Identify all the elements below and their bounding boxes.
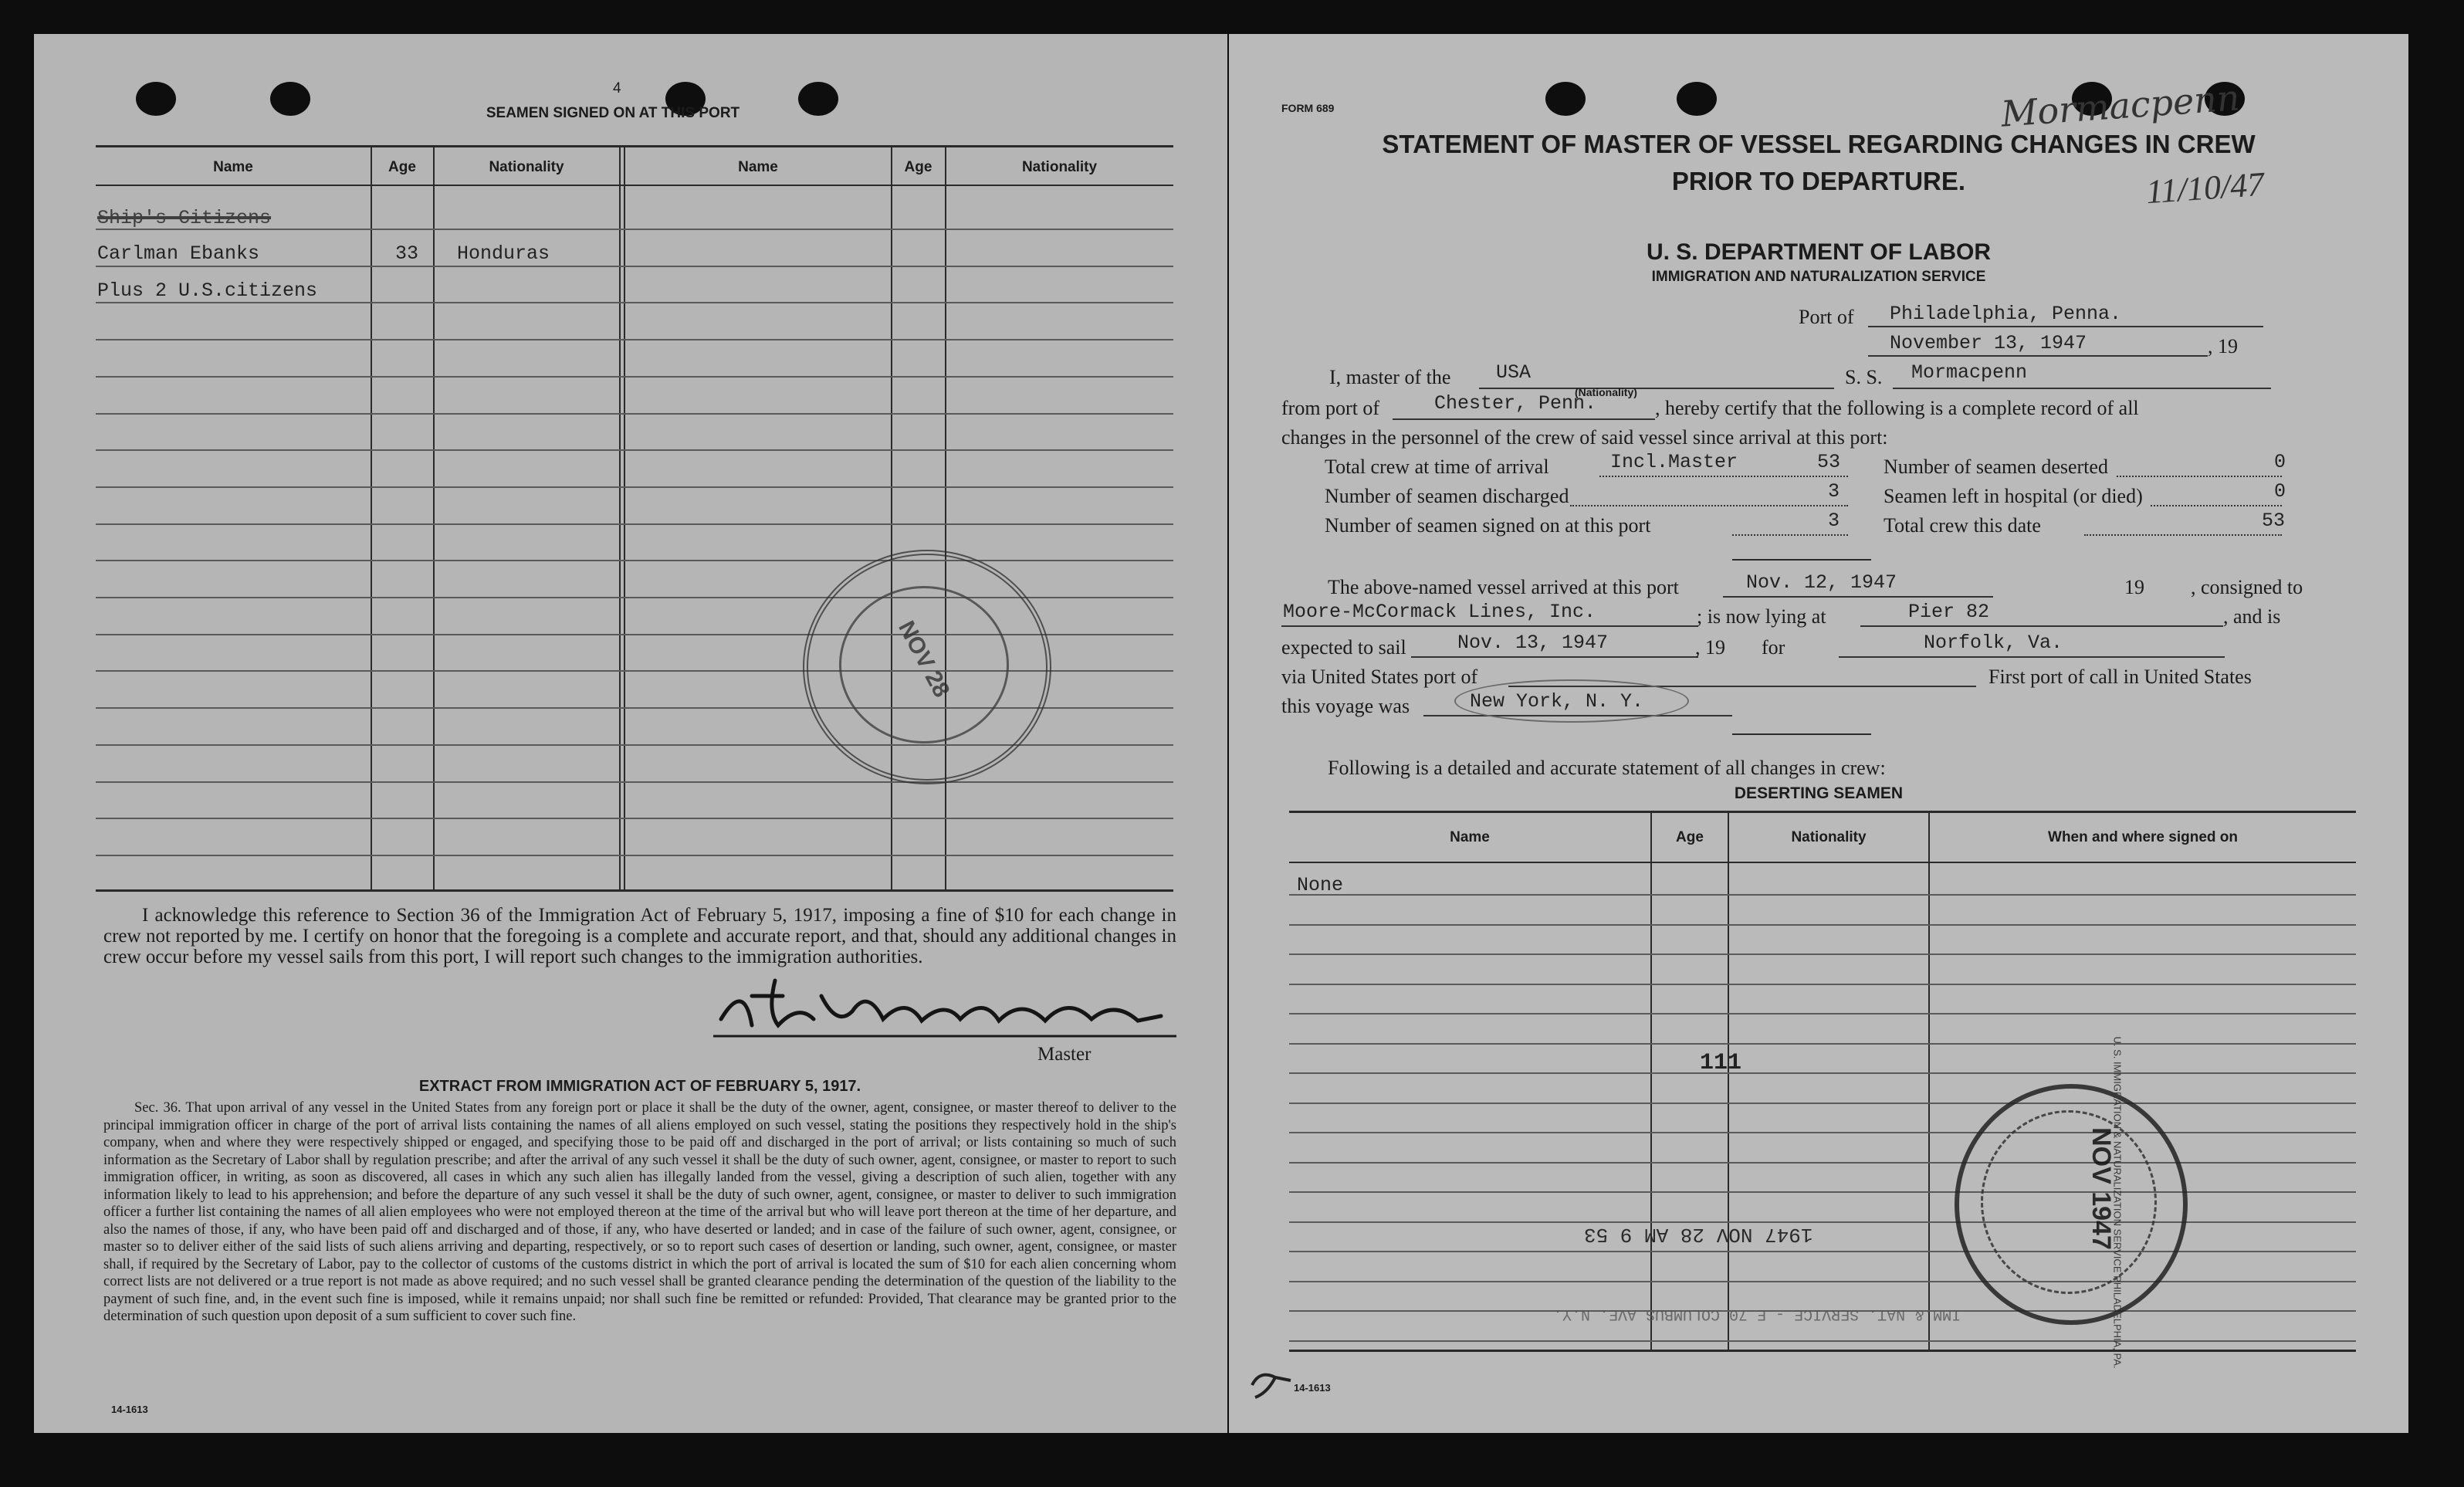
following-label: Following is a detailed and accurate statement of all changes in crew:	[1328, 757, 1886, 779]
port-label: Port of	[1799, 306, 1854, 328]
row-rule	[96, 855, 1173, 856]
table-bottom-rule	[1289, 1350, 2356, 1352]
lying-label: ; is now lying at	[1697, 605, 1826, 628]
right-page	[1229, 34, 2408, 1433]
row-rule	[1289, 1072, 2356, 1074]
row-rule	[1289, 894, 2356, 896]
total-today-label: Total crew this date	[1884, 514, 2041, 537]
col-header-age: Age	[388, 159, 416, 175]
table-row-name: Plus 2 U.S.citizens	[97, 279, 318, 302]
col-rule	[433, 145, 435, 891]
row-rule	[96, 560, 1173, 561]
table-top-rule	[96, 145, 1173, 147]
date-value: November 13, 1947	[1890, 332, 2087, 354]
certify-text: , hereby certify that the following is a complete record of all	[1655, 397, 2139, 419]
dotted-leader	[2151, 505, 2282, 506]
master-of-label: I, master of the	[1329, 366, 1451, 388]
row-rule	[1289, 1043, 2356, 1045]
row-rule	[1289, 1162, 2356, 1164]
form-number: FORM 689	[1281, 102, 1335, 114]
from-port-line	[1393, 418, 1655, 420]
row-rule	[96, 413, 1173, 415]
col-rule	[624, 145, 625, 891]
nationality-value: USA	[1496, 361, 1532, 384]
row-rule	[96, 523, 1173, 525]
lying-line	[1860, 625, 2223, 627]
row-rule	[1289, 1281, 2356, 1282]
for-line	[1839, 656, 2225, 658]
col-rule	[619, 145, 621, 891]
master-label: Master	[1037, 1044, 1092, 1065]
arrived-year: 19	[2124, 576, 2144, 598]
row-rule	[96, 486, 1173, 488]
port-value: Philadelphia, Penna.	[1890, 303, 2122, 325]
row-rule	[1289, 1132, 2356, 1133]
right-form-code: 14-1613	[1294, 1382, 1331, 1394]
row-rule	[1289, 954, 2356, 955]
deserting-title: DESERTING SEAMEN	[1734, 784, 1904, 802]
total-today-value: 53	[2262, 510, 2286, 532]
first-port-label: First port of call in United States	[1988, 666, 2252, 688]
round-stamp-office: U. S. IMMIGRATION & NATURALIZATION SERVICE PHILADELPHIA, PA.	[2111, 1036, 2124, 1369]
col-rule	[1728, 812, 1729, 1351]
col-header-nationality-2: Nationality	[1021, 159, 1098, 175]
extract-text: Sec. 36. That upon arrival of any vessel in the United States from any foreign port or place it shall be the duty of the owner, agent, consignee, or master thereof to deliver to the principal immigration officer in charge of the port of arrival lists containing the names of all aliens employed on such vessel, stating the positions they respectively hold in the ship's company, when and where they were respectively shipped or engaged, and specifying those to be paid off and discharged in the port of arrival; or lists containing so much of such information as the Secretary of Labor shall by regulation prescribe; and after the arrival of any such vessel it shall be the duty of such owner, agent, consignee, or master to report to such immigration officer, in writing, as soon as discovered, all cases in which any such alien has illegally landed from the vessel, giving a description of such alien, together with any information likely to lead to his apprehension; and before the departure of any such vessel it shall be the duty of such owner, agent, consignee, or master to deliver to such immigration officer a further list containing the names of all alien employees who were not employed thereon at the time of the arrival but who will leave port thereon at the time of her departure, and also the names of those, if any, who have been paid off and discharged and of those, if any, who have deserted or landed; and in case of the failure of such owner, agent, consignee, or master so to deliver either of the said lists of such aliens arriving and departing, respectively, or so to report such cases of desertion or landing, such owner, agent, consignee, or master shall, if required by the Secretary of Labor, pay to the collector of customs of the customs district in which the port of arrival is located the sum of $10 for each alien concerning whom correct lists are not delivered or a true report is not made as above required; and no such vessel shall be granted clearance pending the determination of the question of the liability to the payment of such fine, and, in the event such fine is imposed, while it remains unpaid; nor shall such fine be remitted or refunded: Provided, That clearance may be granted prior to the determination of such question upon deposit of a sum sufficient to cover such fine.	[103, 1100, 1176, 1324]
first-port-value: New York, N. Y.	[1470, 690, 1644, 713]
this-voyage-label: this voyage was	[1281, 695, 1410, 717]
ss-label: S. S.	[1845, 366, 1883, 388]
col-rule	[1650, 812, 1652, 1351]
year-prefix: , 19	[2208, 335, 2238, 357]
row-rule	[1289, 1251, 2356, 1252]
nationality-label: (Nationality)	[1575, 386, 1637, 398]
consignee-value: Moore-McCormack Lines, Inc.	[1283, 601, 1596, 623]
deserted-label: Number of seamen deserted	[1884, 456, 2108, 478]
punch-hole	[270, 82, 310, 116]
date-line	[1868, 355, 2208, 357]
table-row-age: 33	[395, 242, 419, 265]
table-row-nationality: Honduras	[457, 242, 550, 265]
handwritten-date: 11/10/47	[2144, 164, 2266, 212]
signed-on-value: 3	[1828, 510, 1840, 532]
col-header-age-2: Age	[904, 159, 932, 175]
expected-year: , 19	[1695, 636, 1725, 659]
row-rule	[96, 339, 1173, 340]
lying-value: Pier 82	[1908, 601, 1990, 623]
via-label: via United States port of	[1281, 666, 1478, 688]
expected-value: Nov. 13, 1947	[1457, 632, 1609, 654]
left-title: SEAMEN SIGNED ON AT THIS PORT	[486, 105, 740, 121]
check-mark-icon	[1244, 1362, 1298, 1408]
arrived-label: The above-named vessel arrived at this port	[1328, 576, 1679, 598]
deserting-col-name: Name	[1450, 829, 1490, 845]
col-header-name: Name	[213, 159, 253, 175]
dotted-leader	[1599, 476, 1848, 477]
table-row-name: Ship's Citizens	[97, 207, 272, 229]
row-rule	[1289, 1340, 2356, 1342]
handwritten-vessel: Mormacpenn	[1999, 76, 2242, 135]
short-rule	[1732, 559, 1871, 561]
from-port-value: Chester, Penn.	[1434, 392, 1597, 415]
arrived-value: Nov. 12, 1947	[1746, 571, 1897, 594]
row-rule	[96, 781, 1173, 783]
dotted-leader	[1570, 505, 1848, 506]
deserting-col-age: Age	[1676, 829, 1704, 845]
table-row-name: Carlman Ebanks	[97, 242, 260, 265]
dotted-leader	[1732, 534, 1848, 536]
circled-mark	[1454, 679, 1689, 723]
discharged-label: Number of seamen discharged	[1325, 485, 1569, 507]
row-rule	[96, 376, 1173, 378]
from-port-label: from port of	[1281, 397, 1380, 419]
hospital-value: 0	[2274, 480, 2286, 503]
form-title-line2: PRIOR TO DEPARTURE.	[1671, 167, 1966, 195]
vessel-line	[1893, 388, 2271, 389]
expected-label: expected to sail	[1281, 636, 1406, 659]
deserting-col-nationality: Nationality	[1791, 829, 1867, 845]
certify-text-2: changes in the personnel of the crew of said vessel since arrival at this port:	[1281, 426, 1888, 449]
and-is: , and is	[2223, 605, 2281, 628]
col-rule	[1928, 812, 1930, 1351]
port-line	[1868, 326, 2263, 327]
total-arrival-note: Incl.Master	[1610, 451, 1738, 473]
total-arrival-value: 53	[1817, 451, 1841, 473]
round-date-stamp	[1955, 1036, 2188, 1369]
row-rule	[1289, 924, 2356, 926]
discharged-value: 3	[1828, 480, 1840, 503]
row-rule	[1289, 1221, 2356, 1223]
office-stamp: IMM.& NAT. SERVICE - E 70 COLUMBUS AVE. N.Y.	[1553, 1305, 1961, 1323]
col-header-name-2: Name	[738, 159, 778, 175]
short-rule	[1732, 733, 1871, 735]
time-stamp: 1947 NOV 28 AM 9 53	[1584, 1223, 1813, 1246]
row-rule	[96, 266, 1173, 267]
received-stamp: NOV 28	[803, 550, 1051, 784]
punch-hole	[136, 82, 176, 116]
master-signature-graphic	[698, 965, 1192, 1058]
page-number: 4	[613, 80, 621, 97]
row-rule	[96, 449, 1173, 451]
hospital-label: Seamen left in hospital (or died)	[1884, 485, 2143, 507]
total-arrival-label: Total crew at time of arrival	[1325, 456, 1549, 478]
extract-title: EXTRACT FROM IMMIGRATION ACT OF FEBRUARY 5, 1917.	[418, 1078, 861, 1095]
row-rule	[96, 302, 1173, 303]
round-stamp-date: NOV 1947	[2086, 1127, 2116, 1250]
dotted-leader	[2084, 534, 2282, 536]
col-rule	[371, 145, 372, 891]
row-rule	[1289, 1013, 2356, 1014]
arrived-line	[1723, 596, 1993, 598]
table-header-rule	[96, 185, 1173, 186]
row-rule	[1289, 1191, 2356, 1193]
signed-on-label: Number of seamen signed on at this port	[1325, 514, 1651, 537]
for-label: for	[1762, 636, 1785, 659]
vessel-value: Mormacpenn	[1911, 361, 2028, 384]
nationality-line	[1479, 388, 1834, 389]
table-bottom-rule	[96, 889, 1173, 892]
punch-hole	[1545, 82, 1586, 116]
deserting-entry: None	[1297, 874, 1344, 896]
form-title-line1: STATEMENT OF MASTER OF VESSEL REGARDING CHANGES IN CREW	[1382, 130, 2256, 158]
dotted-leader	[2117, 476, 2282, 477]
row-rule	[1289, 1103, 2356, 1104]
acknowledgement-text: I acknowledge this reference to Section 36 of the Immigration Act of February 5, 1917, imposing a fine of $10 for each change in crew not reported by me. I certify on honor that the foregoing is a complete and accurate report, and that, should any additional changes in crew occur before my vessel sails from this port, I will report such changes to the immigration authorities.	[103, 905, 1176, 967]
left-page	[34, 34, 1227, 1433]
page-mark: 111	[1700, 1050, 1742, 1076]
service: IMMIGRATION AND NATURALIZATION SERVICE	[1651, 269, 1986, 285]
for-value: Norfolk, Va.	[1924, 632, 2063, 654]
expected-line	[1411, 656, 1698, 658]
row-rule	[96, 818, 1173, 819]
punch-hole	[1677, 82, 1717, 116]
row-rule	[1289, 984, 2356, 985]
department: U. S. DEPARTMENT OF LABOR	[1646, 239, 1992, 265]
consigned-label: , consigned to	[2191, 576, 2303, 598]
deserted-value: 0	[2274, 451, 2286, 473]
table-header-rule	[1289, 862, 2356, 863]
left-form-code: 14-1613	[111, 1404, 148, 1415]
table-top-rule	[1289, 811, 2356, 813]
col-header-nationality: Nationality	[489, 159, 564, 175]
deserting-col-when-where: When and where signed on	[2048, 829, 2238, 845]
consignee-line	[1281, 625, 1698, 627]
